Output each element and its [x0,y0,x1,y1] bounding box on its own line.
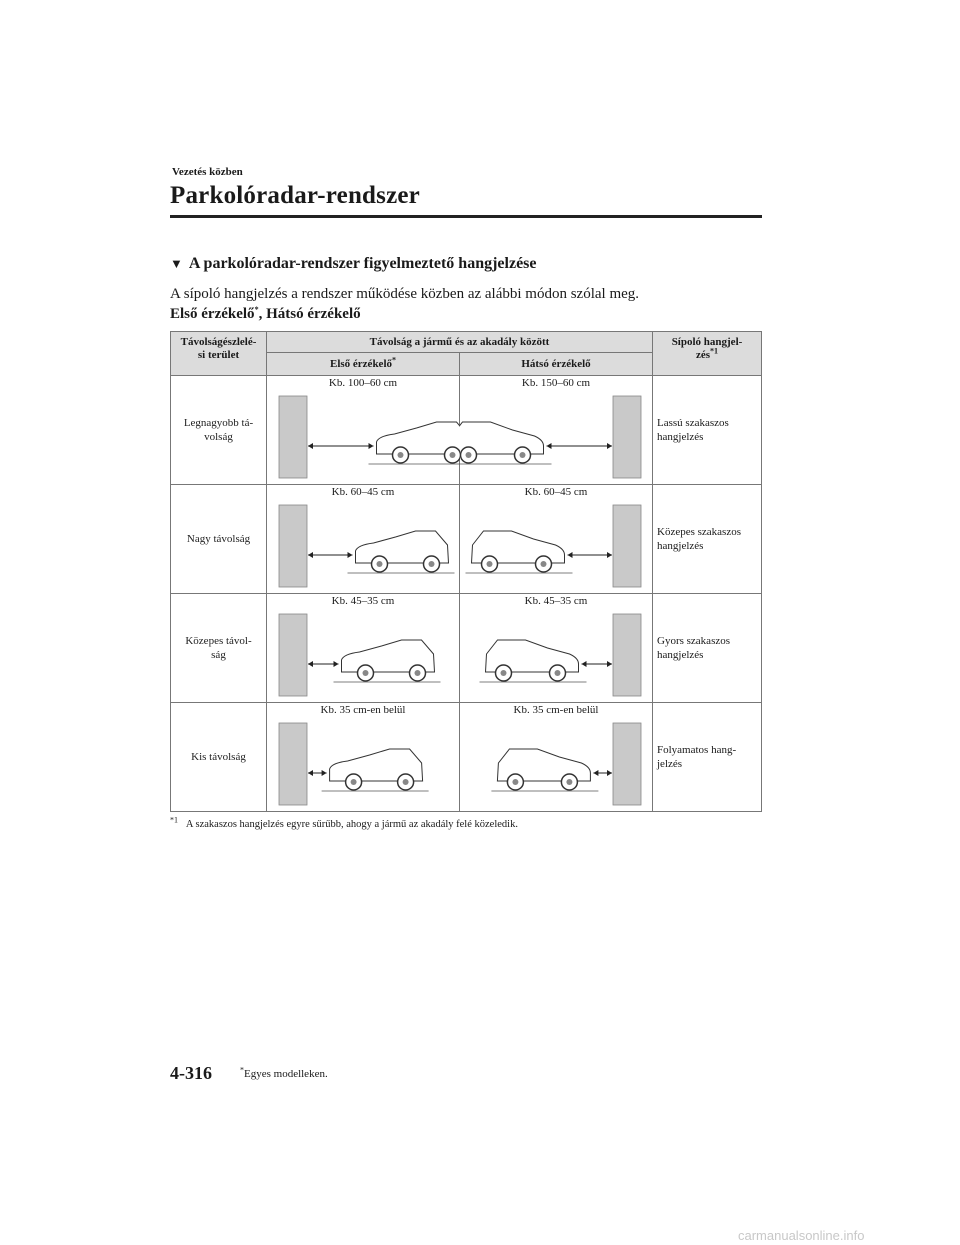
header-distance: Távolság a jármű és az akadály között [267,332,653,353]
arrow-head [322,770,327,776]
distance-label: Kb. 60–45 cm [524,486,588,498]
obstacle-wall [279,614,307,696]
hub [398,452,404,458]
hub [377,561,383,567]
arrow-head [334,661,339,667]
rear-car-diagram [460,717,653,809]
arrow-head [308,552,313,558]
header-beep: Sípoló hangjel- zés$^{*1}$ [653,332,762,376]
hub [566,779,572,785]
rear-car-diagram [460,608,653,700]
rear-sensor-figure [460,703,653,812]
header-front: Első érzékelő* [267,353,460,376]
arrow-head [607,443,612,449]
front-car-diagram [267,717,460,809]
arrow-head [348,552,353,558]
obstacle-wall [613,723,641,805]
footnote: $^{*1}$ A szakaszos hangjelzés egyre sűrűbb, ahogy a jármű az akadály felé közeledik. [170,815,518,830]
beep-cell: Közepes szakaszos hangjelzés [653,485,762,594]
hub [555,670,561,676]
table-row [171,376,762,485]
arrow-head [308,443,313,449]
arrow-head [593,770,598,776]
obstacle-wall [613,614,641,696]
zone-cell: Nagy távolság [171,485,267,594]
table-row [171,594,762,703]
page-title: Parkolóradar-rendszer [170,182,420,209]
arrow-head [607,770,612,776]
hub [501,670,507,676]
hub [363,670,369,676]
arrow-head [308,770,313,776]
distance-label: Kb. 45–35 cm [331,595,395,607]
table-row [171,485,762,594]
header-rear: Hátsó érzékelő [460,353,653,376]
obstacle-wall [279,505,307,587]
sub-heading: Első érzékelő*, Hátsó érzékelő [170,305,361,322]
beep-cell: Gyors szakaszos hangjelzés [653,594,762,703]
obstacle-wall [613,396,641,478]
header-zone: Távolságészlelé- si terület [171,332,267,376]
hub [450,452,456,458]
rear-car-diagram [460,499,653,591]
arrow-head [582,661,587,667]
distance-label: Kb. 35 cm-en belül [513,704,599,716]
rear-car-diagram [460,390,653,482]
hub [429,561,435,567]
arrow-head [607,552,612,558]
arrow-head [607,661,612,667]
zone-cell: Legnagyobb tá- volság [171,376,267,485]
triangle-down-icon: ▼ [170,256,183,271]
section-heading: ▼ A parkolóradar-rendszer figyelmeztető hangjelzése [170,255,537,272]
front-sensor-figure [267,594,460,703]
beep-cell: Lassú szakaszos hangjelzés [653,376,762,485]
front-sensor-figure [267,485,460,594]
watermark: carmanualsonline.info [738,1228,865,1243]
arrow-head [568,552,573,558]
rear-sensor-figure [460,485,653,594]
arrow-head [547,443,552,449]
beep-table [170,331,762,812]
zone-cell: Kis távolság [171,703,267,812]
hub [541,561,547,567]
distance-label: Kb. 60–45 cm [331,486,395,498]
distance-label: Kb. 150–60 cm [521,377,591,389]
title-rule [170,215,762,218]
front-sensor-figure [267,703,460,812]
hub [512,779,518,785]
front-car-diagram [267,499,460,591]
page-note: *Egyes modelleken. [240,1065,328,1080]
obstacle-wall [279,723,307,805]
arrow-head [369,443,374,449]
hub [351,779,357,785]
intro-text: A sípoló hangjelzés a rendszer működése közben az alábbi módon szólal meg. [170,286,640,302]
beep-cell: Folyamatos hang- jelzés [653,703,762,812]
hub [403,779,409,785]
obstacle-wall [279,396,307,478]
zone-cell: Közepes távol- ság [171,594,267,703]
front-sensor-figure [267,376,460,485]
section-kicker: Vezetés közben [172,166,243,178]
front-car-diagram [267,608,460,700]
hub [487,561,493,567]
table-row [171,703,762,812]
page-number: 4-316 [170,1063,212,1083]
distance-label: Kb. 45–35 cm [524,595,588,607]
distance-label: Kb. 100–60 cm [328,377,398,389]
hub [520,452,526,458]
rear-sensor-figure [460,594,653,703]
distance-label: Kb. 35 cm-en belül [320,704,406,716]
obstacle-wall [613,505,641,587]
hub [466,452,472,458]
hub [415,670,421,676]
front-car-diagram [267,390,460,482]
rear-sensor-figure [460,376,653,485]
arrow-head [308,661,313,667]
